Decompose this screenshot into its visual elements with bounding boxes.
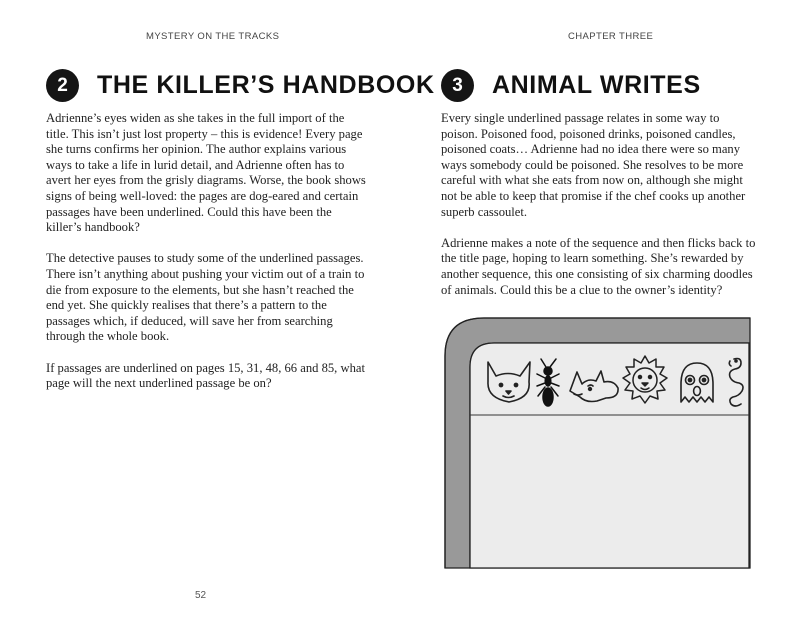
puzzle-number-badge: 3 — [441, 69, 474, 102]
paragraph: Adrienne makes a note of the sequence and then flicks back to the title page, hoping to learn something. She’s rewarded by another sequence, this one consisting of six charming doodles of animals. Could this be a clue to the owner’s identity? — [441, 235, 756, 297]
puzzle-title: ANIMAL WRITES — [492, 71, 701, 99]
puzzle-title: THE KILLER’S HANDBOOK — [97, 71, 435, 99]
running-head-right: CHAPTER THREE — [568, 31, 654, 42]
running-head-left: MYSTERY ON THE TRACKS — [146, 31, 280, 42]
paragraph: Every single underlined passage relates in some way to poison. Poisoned food, poisoned drinks, poisoned candles, poisoned coats… Adrienne had no idea there were so many ways somebody could be poisoned. She resolves to be more careful with what she eats from now on, although she might not be able to keep that promise if the chef cooks up another superb cassoulet. — [441, 111, 746, 219]
page-number: 52 — [195, 590, 207, 601]
paragraph: Adrienne’s eyes widen as she takes in the full import of the title. This isn’t just lost property – this is evidence! Every page she turns confirms her opinion. The author explains various ways to take a life in lurid detail, and Adrienne often has to avert her eyes from the grisly diagrams. Worse, the book shows signs of being well-loved: the pages are dog-eared and certain passages have been underlined. Could this have been the killer’s handbook? — [46, 111, 366, 235]
puzzle-number-badge: 2 — [46, 69, 79, 102]
paragraph: The detective pauses to study some of the underlined passages. There isn’t anything about pushing your victim out of a train to die from exposure to the elements, but she hasn’t reached the end yet. She quickly realises that there’s a pattern to the passages which, if deduced, will save her from searching through the whole book. — [46, 251, 365, 344]
paragraph: If passages are underlined on pages 15, 31, 48, 66 and 85, what page will the next underlined passage be on? — [46, 360, 365, 391]
